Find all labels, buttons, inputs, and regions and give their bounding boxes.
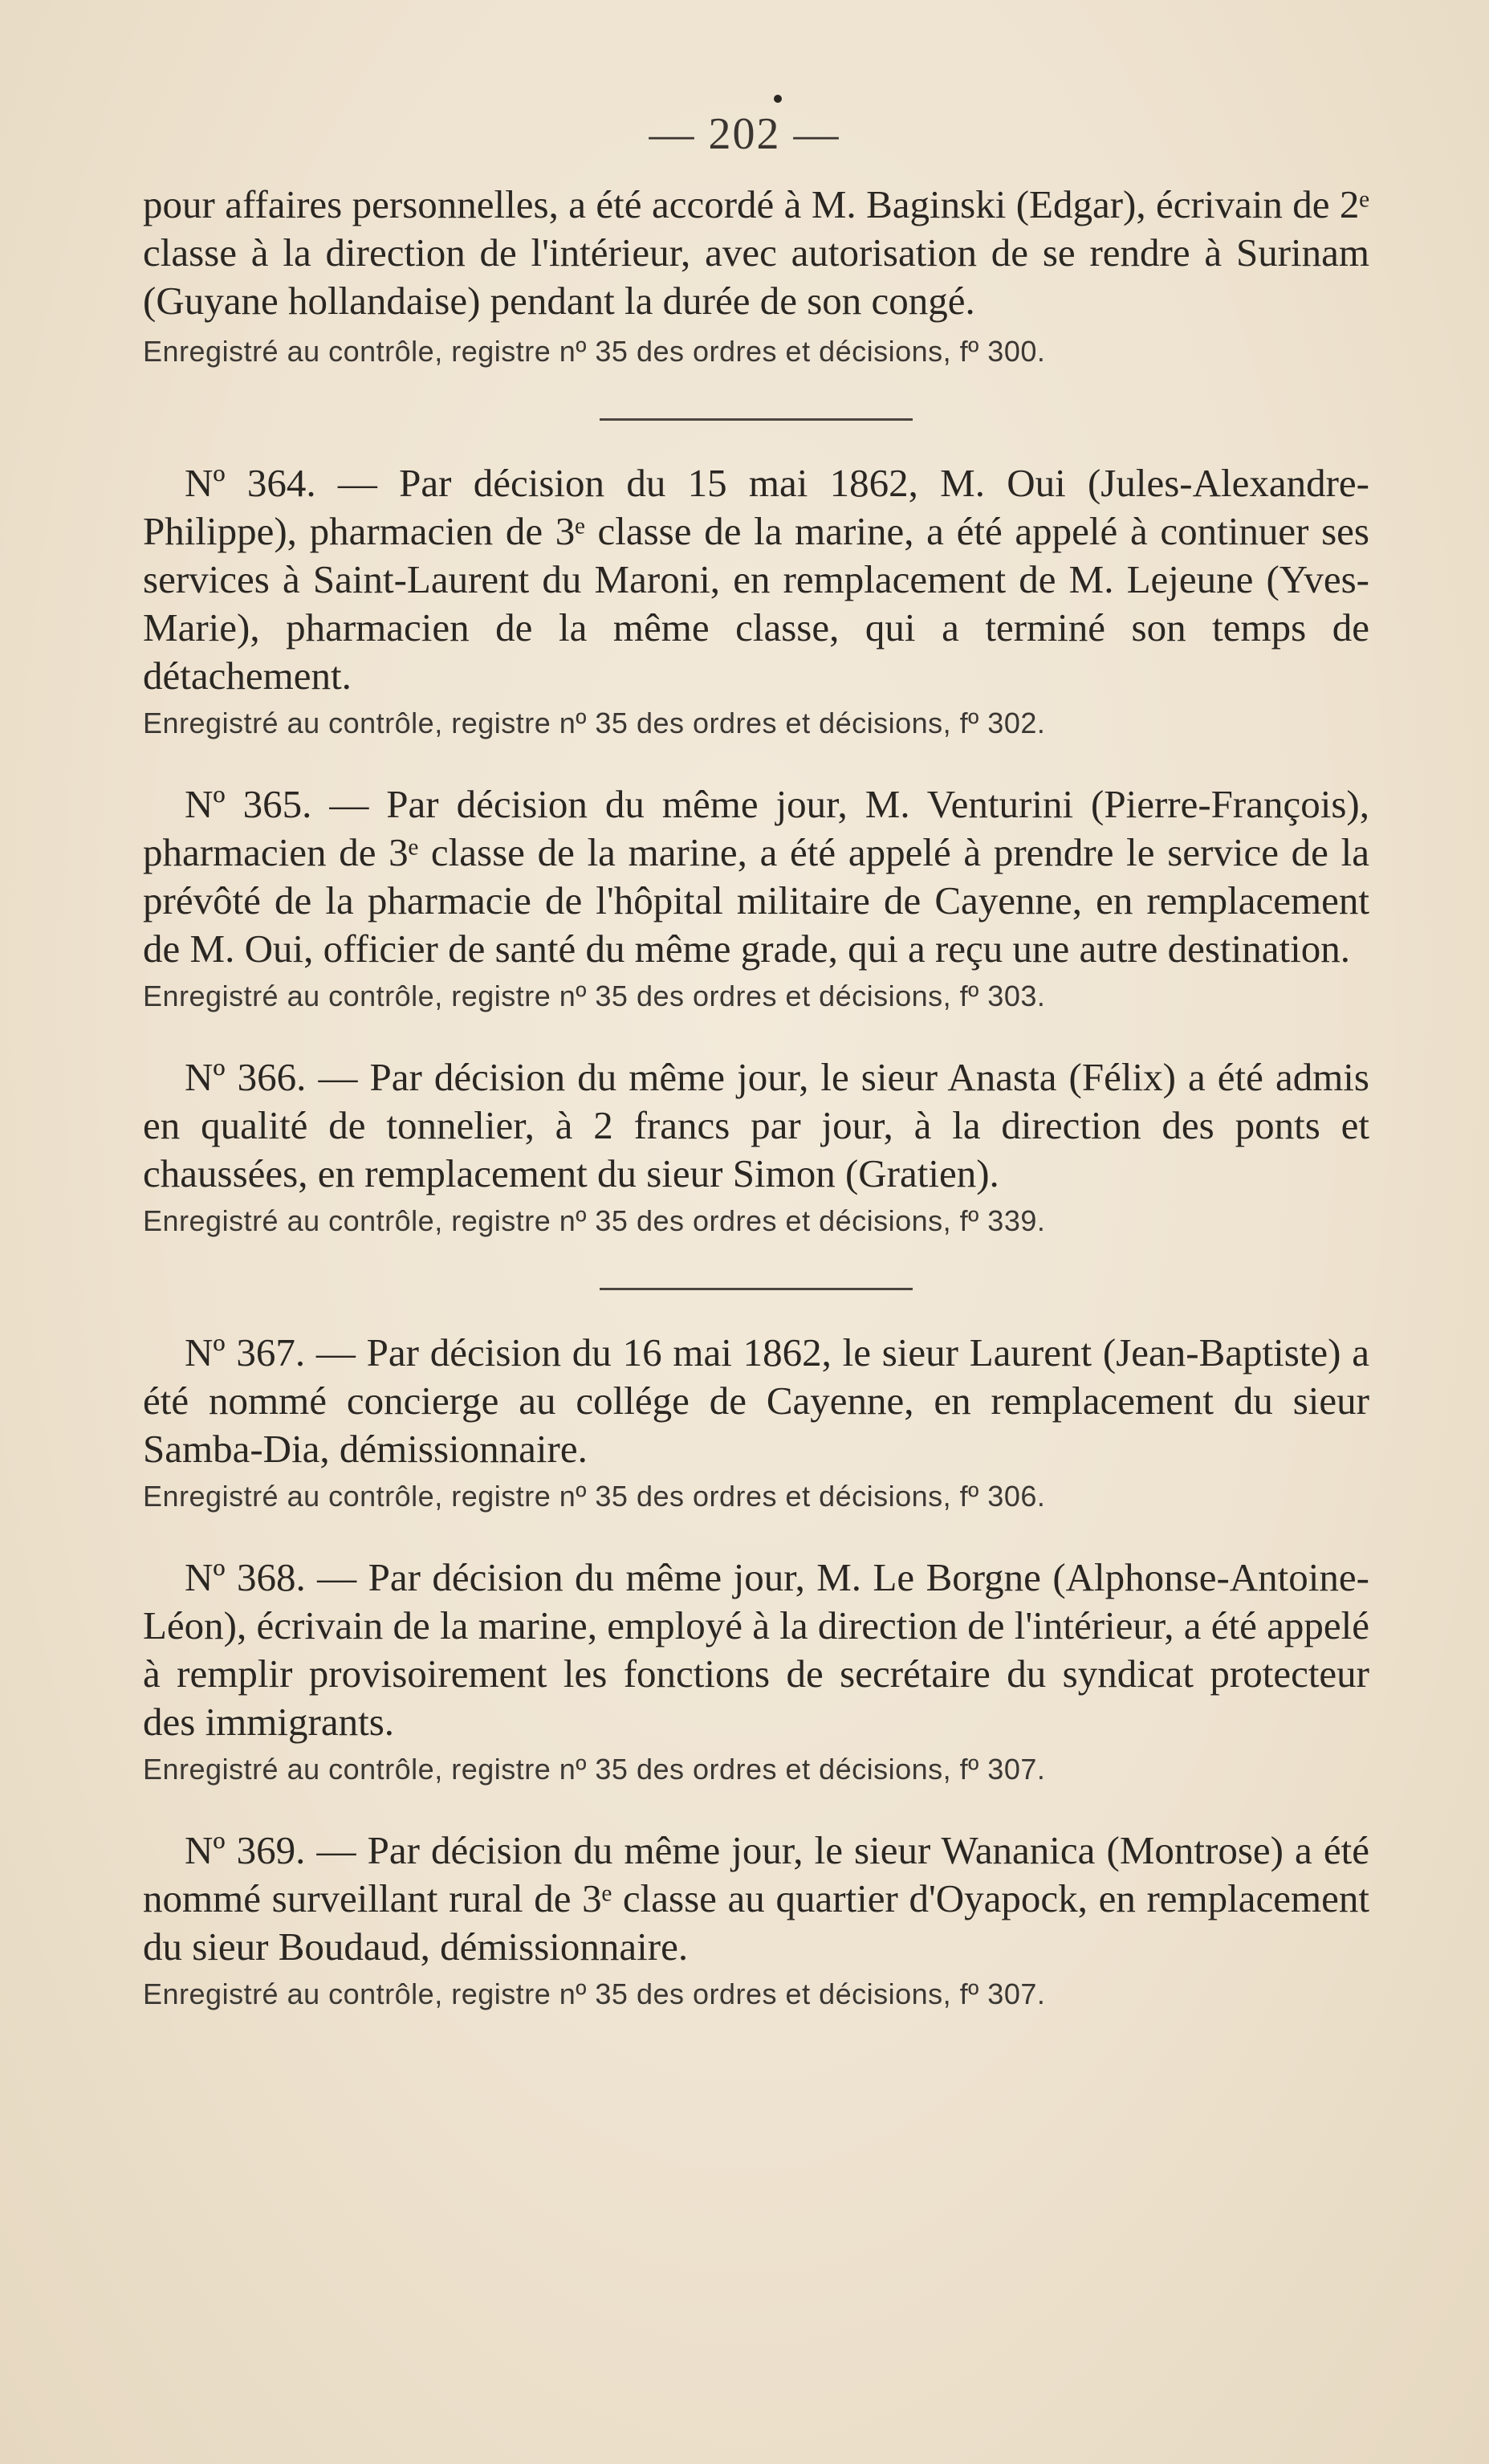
entry-number: Nº 366. xyxy=(185,1055,307,1099)
entry-text xyxy=(143,780,1369,973)
entry-365 xyxy=(143,780,1369,1015)
entry-number: Nº 365. xyxy=(185,782,312,826)
entry-body: — Par décision du même jour, le sieur Anasta (Félix) a été admis en qualité de tonnelier, à 2 francs par jour, à la direction des ponts et chaussées, en remplacement du sieur Simon (Gratien). xyxy=(143,1055,1369,1195)
entry-364 xyxy=(143,459,1369,742)
entry-369 xyxy=(143,1827,1369,2013)
entry-number: Nº 367. xyxy=(185,1330,306,1375)
intro-block xyxy=(143,181,1369,370)
entry-367 xyxy=(143,1329,1369,1515)
registration-note: Enregistré au contrôle, registre nº 35 des ordres et décisions, fº 307. xyxy=(143,1753,1046,1786)
page-content xyxy=(143,181,1369,2013)
registration-note: Enregistré au contrôle, registre nº 35 des ordres et décisions, fº 306. xyxy=(143,1480,1046,1513)
entry-body: — Par décision du même jour, le sieur Wananica (Montrose) a été nommé surveillant rural de 3ᵉ classe au quartier d'Oyapock, en remplacement du sieur Boudaud, démissionnaire. xyxy=(143,1828,1369,1969)
registration-note: Enregistré au contrôle, registre nº 35 des ordres et décisions, fº 339. xyxy=(143,1204,1046,1237)
intro-text: pour affaires personnelles, a été accordé à M. Baginski (Edgar), écrivain de 2ᵉ classe à la direction de l'intérieur, avec autorisation de se rendre à Surinam (Guyane hollandaise) pendant la durée de son congé. xyxy=(143,182,1369,323)
entry-text xyxy=(143,1329,1369,1473)
section-divider xyxy=(600,1288,913,1290)
entry-number: Nº 369. xyxy=(185,1828,306,1872)
entry-body: — Par décision du même jour, M. Le Borgne (Alphonse-Antoine-Léon), écrivain de la marine, employé à la direction de l'intérieur, a été appelé à remplir provisoirement les fonctions de secrétaire du syndicat protecteur des immigrants. xyxy=(143,1555,1369,1744)
page-number: — 202 — xyxy=(649,109,840,159)
entry-body: — Par décision du 15 mai 1862, M. Oui (Jules-Alexandre-Philippe), pharmacien de 3ᵉ classe de la marine, a été appelé à continuer ses services à Saint-Laurent du Maroni, en remplacement de M. Lejeune (Yves-Marie), pharmacien de la même classe, qui a terminé son temps de détachement. xyxy=(143,461,1370,698)
entry-368 xyxy=(143,1554,1369,1788)
registration-note: Enregistré au contrôle, registre nº 35 des ordres et décisions, fº 302. xyxy=(143,707,1046,739)
registration-note: Enregistré au contrôle, registre nº 35 des ordres et décisions, fº 303. xyxy=(143,979,1046,1012)
registration-note: Enregistré au contrôle, registre nº 35 des ordres et décisions, fº 300. xyxy=(143,335,1046,368)
entry-366 xyxy=(143,1053,1369,1240)
entry-text xyxy=(143,1827,1369,1971)
entry-number: Nº 368. xyxy=(185,1555,306,1599)
entry-text xyxy=(143,459,1369,700)
registration-note: Enregistré au contrôle, registre nº 35 des ordres et décisions, fº 307. xyxy=(143,1977,1046,2010)
entry-number: Nº 364. xyxy=(185,461,316,505)
entry-body: — Par décision du même jour, M. Venturini (Pierre-François), pharmacien de 3ᵉ classe de la marine, a été appelé à prendre le service de la prévôté de la pharmacie de l'hôpital militaire de Cayenne, en remplacement de M. Oui, officier de santé du même grade, qui a reçu une autre destination. xyxy=(143,782,1369,971)
entry-body: — Par décision du 16 mai 1862, le sieur Laurent (Jean-Baptiste) a été nommé concierge au collége de Cayenne, en remplacement du sieur Samba-Dia, démissionnaire. xyxy=(143,1330,1370,1471)
entry-text xyxy=(143,1053,1369,1198)
ink-dot xyxy=(774,95,782,103)
section-divider xyxy=(600,418,913,421)
entry-text xyxy=(143,1554,1369,1746)
